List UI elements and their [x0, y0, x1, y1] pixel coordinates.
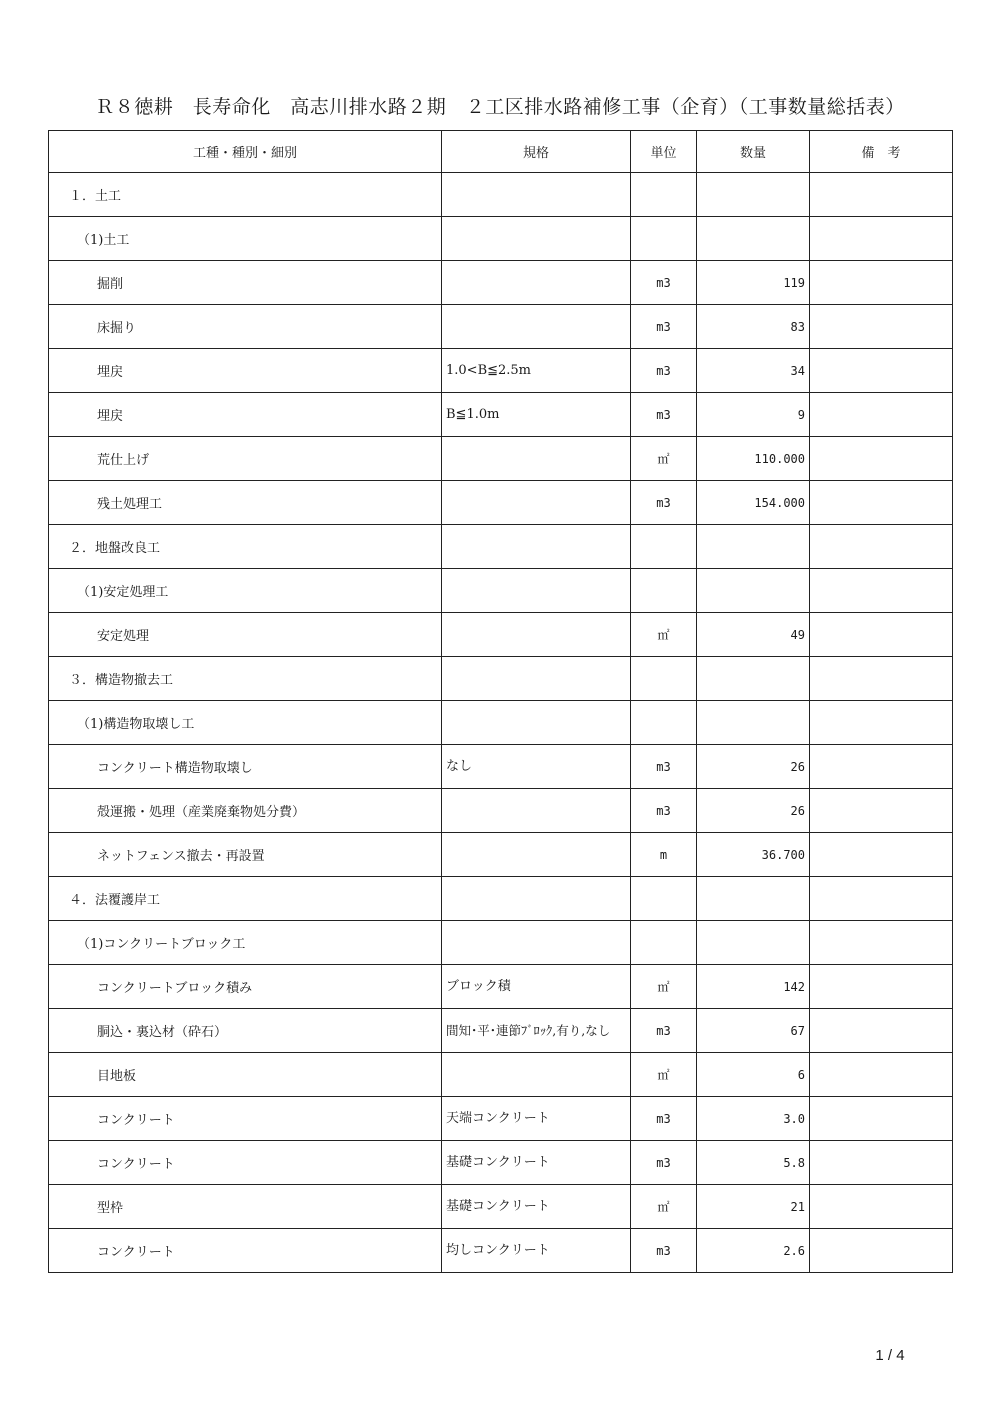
cell-spec	[442, 173, 631, 217]
cell-unit: ㎡	[631, 1053, 697, 1097]
table-row	[49, 701, 953, 745]
cell-unit: ㎡	[631, 965, 697, 1009]
cell-name: （1)安定処理工	[49, 569, 442, 613]
table-row	[49, 173, 953, 217]
table-row	[49, 305, 953, 349]
cell-name: コンクリート	[49, 1229, 442, 1273]
cell-name: 埋戻	[49, 393, 442, 437]
cell-qty: 2.6	[697, 1229, 810, 1273]
cell-note	[810, 217, 953, 261]
cell-name: 型枠	[49, 1185, 442, 1229]
cell-qty: 6	[697, 1053, 810, 1097]
table-row	[49, 657, 953, 701]
cell-name: コンクリート構造物取壊し	[49, 745, 442, 789]
cell-note	[810, 921, 953, 965]
cell-spec	[442, 217, 631, 261]
cell-qty	[697, 657, 810, 701]
cell-unit: m3	[631, 1229, 697, 1273]
cell-unit	[631, 173, 697, 217]
cell-spec	[442, 569, 631, 613]
cell-unit	[631, 525, 697, 569]
cell-spec	[442, 1053, 631, 1097]
cell-note	[810, 1229, 953, 1273]
cell-qty: 110.000	[697, 437, 810, 481]
cell-spec	[442, 305, 631, 349]
table-row	[49, 1229, 953, 1273]
cell-note	[810, 261, 953, 305]
cell-qty	[697, 701, 810, 745]
cell-unit: m3	[631, 305, 697, 349]
cell-unit: m3	[631, 1009, 697, 1053]
cell-unit: m3	[631, 1141, 697, 1185]
header-qty: 数量	[697, 131, 810, 173]
cell-spec: ブロック積	[442, 965, 631, 1009]
header-note: 備 考	[810, 131, 953, 173]
cell-unit: ㎡	[631, 437, 697, 481]
cell-unit: m3	[631, 789, 697, 833]
cell-unit: ㎡	[631, 613, 697, 657]
cell-unit	[631, 217, 697, 261]
table-row	[49, 1185, 953, 1229]
cell-qty: 49	[697, 613, 810, 657]
quantity-summary-table	[48, 130, 953, 1273]
cell-name: コンクリート	[49, 1097, 442, 1141]
cell-spec: B≦1.0m	[442, 393, 631, 437]
cell-unit	[631, 657, 697, 701]
cell-note	[810, 877, 953, 921]
table-row	[49, 217, 953, 261]
cell-name: コンクリート	[49, 1141, 442, 1185]
cell-note	[810, 305, 953, 349]
table-row	[49, 745, 953, 789]
cell-unit: m3	[631, 261, 697, 305]
table-row	[49, 613, 953, 657]
cell-unit: m3	[631, 1097, 697, 1141]
cell-name: 荒仕上げ	[49, 437, 442, 481]
cell-qty: 142	[697, 965, 810, 1009]
cell-note	[810, 657, 953, 701]
cell-name: 残土処理工	[49, 481, 442, 525]
cell-qty: 21	[697, 1185, 810, 1229]
cell-name: （1)土工	[49, 217, 442, 261]
cell-qty	[697, 921, 810, 965]
cell-spec: 均しコンクリート	[442, 1229, 631, 1273]
cell-qty: 67	[697, 1009, 810, 1053]
cell-note	[810, 437, 953, 481]
cell-spec	[442, 261, 631, 305]
cell-unit	[631, 701, 697, 745]
header-spec: 規格	[442, 131, 631, 173]
cell-spec	[442, 921, 631, 965]
cell-unit: m3	[631, 393, 697, 437]
cell-note	[810, 349, 953, 393]
cell-unit: m3	[631, 481, 697, 525]
cell-qty: 26	[697, 745, 810, 789]
cell-qty: 5.8	[697, 1141, 810, 1185]
cell-qty: 26	[697, 789, 810, 833]
table-row	[49, 261, 953, 305]
cell-spec	[442, 481, 631, 525]
header-unit: 単位	[631, 131, 697, 173]
cell-qty: 36.700	[697, 833, 810, 877]
cell-spec: 基礎コンクリート	[442, 1185, 631, 1229]
cell-spec	[442, 437, 631, 481]
cell-spec	[442, 833, 631, 877]
cell-qty: 154.000	[697, 481, 810, 525]
header-name: 工種・種別・細別	[49, 131, 442, 173]
cell-note	[810, 613, 953, 657]
cell-qty: 9	[697, 393, 810, 437]
cell-spec: 基礎コンクリート	[442, 1141, 631, 1185]
cell-spec: なし	[442, 745, 631, 789]
cell-name: 目地板	[49, 1053, 442, 1097]
cell-unit	[631, 877, 697, 921]
cell-spec	[442, 789, 631, 833]
cell-note	[810, 525, 953, 569]
cell-qty: 34	[697, 349, 810, 393]
cell-note	[810, 789, 953, 833]
document-title: Ｒ８徳耕 長寿命化 高志川排水路２期 ２工区排水路補修工事（企育）（工事数量総括表）	[95, 96, 905, 118]
table-row	[49, 921, 953, 965]
table-row	[49, 569, 953, 613]
cell-name: ４．法覆護岸工	[49, 877, 442, 921]
cell-spec	[442, 525, 631, 569]
cell-note	[810, 833, 953, 877]
cell-name: 殻運搬・処理（産業廃棄物処分費）	[49, 789, 442, 833]
cell-qty	[697, 217, 810, 261]
cell-spec	[442, 877, 631, 921]
cell-unit: ㎡	[631, 1185, 697, 1229]
cell-qty	[697, 525, 810, 569]
cell-note	[810, 393, 953, 437]
page-number: 1 / 4	[875, 1347, 905, 1364]
table-row	[49, 525, 953, 569]
table-row	[49, 1009, 953, 1053]
table-row	[49, 1053, 953, 1097]
cell-name: １．土工	[49, 173, 442, 217]
cell-spec	[442, 701, 631, 745]
cell-unit	[631, 921, 697, 965]
table-row	[49, 437, 953, 481]
cell-note	[810, 1009, 953, 1053]
cell-unit: m3	[631, 745, 697, 789]
cell-name: コンクリートブロック積み	[49, 965, 442, 1009]
cell-unit: m3	[631, 349, 697, 393]
cell-name: 安定処理	[49, 613, 442, 657]
cell-note	[810, 1141, 953, 1185]
table-row	[49, 965, 953, 1009]
cell-qty: 83	[697, 305, 810, 349]
cell-name: 床掘り	[49, 305, 442, 349]
cell-spec	[442, 657, 631, 701]
cell-note	[810, 1097, 953, 1141]
cell-name: ネットフェンス撤去・再設置	[49, 833, 442, 877]
cell-note	[810, 745, 953, 789]
cell-note	[810, 569, 953, 613]
table-row	[49, 789, 953, 833]
cell-name: （1)コンクリートブロック工	[49, 921, 442, 965]
cell-qty: 119	[697, 261, 810, 305]
cell-name: 埋戻	[49, 349, 442, 393]
cell-unit: m	[631, 833, 697, 877]
cell-note	[810, 965, 953, 1009]
table-row	[49, 349, 953, 393]
cell-note	[810, 701, 953, 745]
cell-name: ３．構造物撤去工	[49, 657, 442, 701]
table-row	[49, 833, 953, 877]
cell-spec: 天端コンクリート	[442, 1097, 631, 1141]
cell-note	[810, 481, 953, 525]
table-header-row	[49, 131, 953, 173]
cell-note	[810, 1053, 953, 1097]
table-row	[49, 481, 953, 525]
cell-spec: 1.0<B≦2.5m	[442, 349, 631, 393]
table-row	[49, 877, 953, 921]
cell-qty	[697, 877, 810, 921]
cell-spec	[442, 613, 631, 657]
table-row	[49, 393, 953, 437]
cell-unit	[631, 569, 697, 613]
cell-name: 胴込・裏込材（砕石）	[49, 1009, 442, 1053]
cell-spec: 間知･平･連節ﾌﾞﾛｯｸ,有り,なし	[442, 1009, 631, 1053]
cell-name: ２．地盤改良工	[49, 525, 442, 569]
cell-qty	[697, 569, 810, 613]
cell-name: （1)構造物取壊し工	[49, 701, 442, 745]
table-row	[49, 1097, 953, 1141]
cell-note	[810, 1185, 953, 1229]
cell-name: 掘削	[49, 261, 442, 305]
cell-qty: 3.0	[697, 1097, 810, 1141]
cell-note	[810, 173, 953, 217]
table-row	[49, 1141, 953, 1185]
cell-qty	[697, 173, 810, 217]
